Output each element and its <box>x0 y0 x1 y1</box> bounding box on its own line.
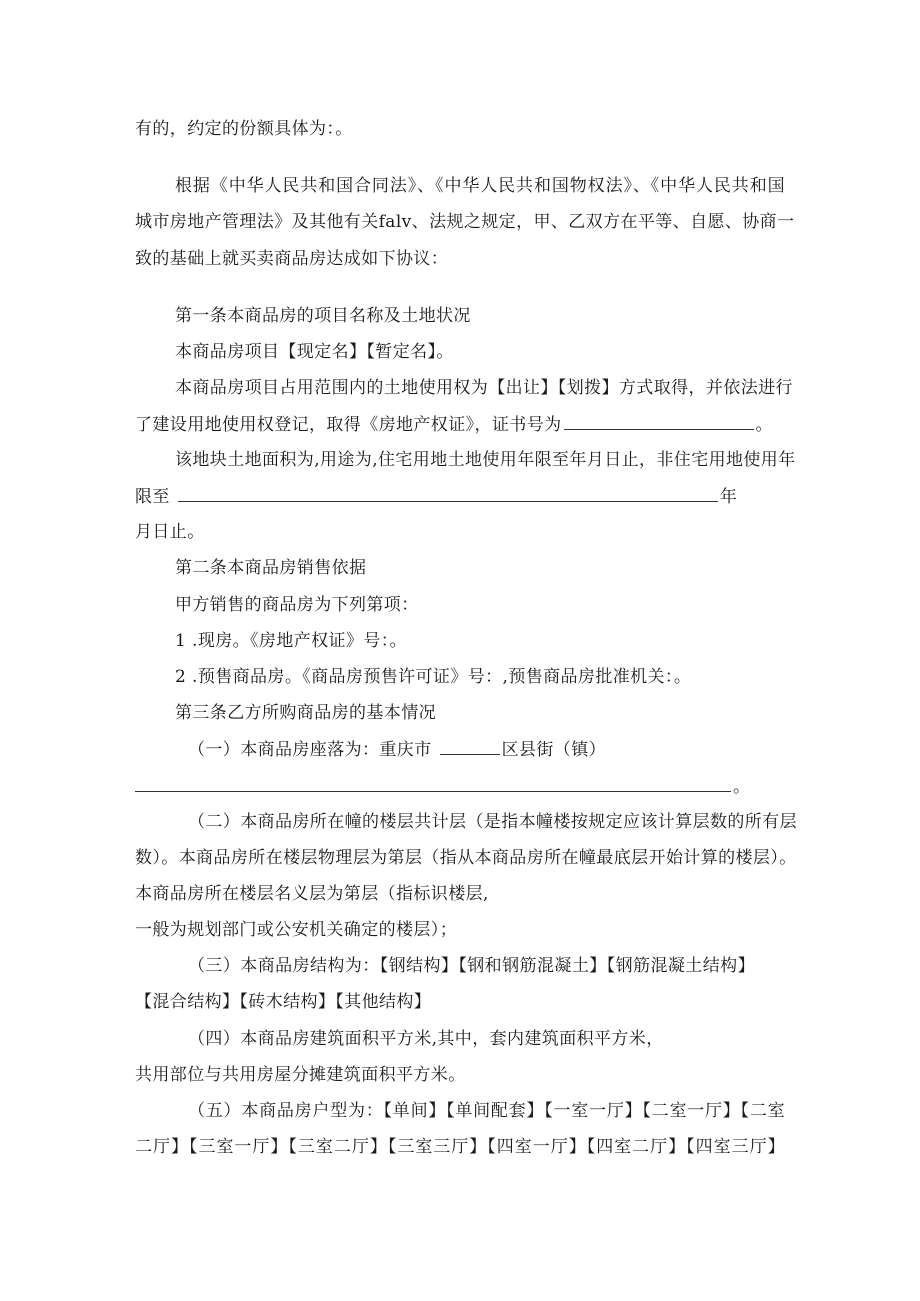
paragraph-line: 有的，约定的份额具体为：。 <box>135 119 353 139</box>
paragraph-line: （四）本商品房建筑面积平方米,其中，套内建筑面积平方米， <box>188 1029 664 1049</box>
paragraph-line: 【混合结构】【砖木结构】【其他结构】 <box>135 992 432 1012</box>
certificate-number-blank <box>564 413 754 430</box>
paragraph-line: 共用部位与共用房屋分摊建筑面积平方米。 <box>135 1065 466 1085</box>
list-item: 1 .现房。《房地产权证》号：。 <box>175 631 408 651</box>
paragraph-line: 数）。本商品房所在楼层物理层为第层（指从本商品房所在幢最底层开始计算的楼层）。 <box>135 848 797 868</box>
paragraph-line: （五）本商品房户型为：【单间】【单间配套】【一室一厅】【二室一厅】【二室 <box>188 1101 785 1121</box>
district-blank <box>440 738 500 755</box>
text-segment: 年 <box>719 487 738 507</box>
list-item: 2 .预售商品房。《商品房预售许可证》号：,预售商品房批准机关：。 <box>175 667 692 687</box>
article-heading: 第一条本商品房的项目名称及土地状况 <box>175 306 471 326</box>
text-segment: 限至 <box>135 487 170 507</box>
paragraph-line: 该地块土地面积为,用途为,住宅用地土地使用年限至年月日止，非住宅用地使用年 <box>175 450 796 470</box>
text-segment: 。 <box>733 777 751 797</box>
paragraph-line: 致的基础上就买卖商品房达成如下协议： <box>135 249 449 269</box>
paragraph-line: 本商品房项目【现定名】【暂定名】。 <box>175 342 454 362</box>
text-segment: 区县街（镇） <box>501 740 607 760</box>
article-heading: 第二条本商品房销售依据 <box>175 558 367 578</box>
paragraph-line <box>135 485 737 508</box>
text-segment: （一）本商品房座落为：重庆市 <box>188 740 432 760</box>
land-term-blank <box>178 485 718 502</box>
paragraph-line: 城市房地产管理法》及其他有关falv、法规之规定，甲、乙双方在平等、自愿、协商一 <box>135 212 795 232</box>
paragraph-line <box>188 738 606 761</box>
article-heading: 第三条乙方所购商品房的基本情况 <box>175 703 436 723</box>
paragraph-line: 甲方销售的商品房为下列第项： <box>175 595 419 615</box>
paragraph-line: 月日止。 <box>135 522 205 542</box>
text-segment: 了建设用地使用权登记，取得《房地产权证》，证书号为 <box>135 415 562 435</box>
address-blank <box>135 775 731 792</box>
text-segment: 。 <box>755 415 773 435</box>
paragraph-line <box>135 413 773 436</box>
paragraph-line: 本商品房所在楼层名义层为第层（指标识楼层, <box>135 884 489 904</box>
paragraph-line: （三）本商品房结构为：【钢结构】【钢和钢筋混凝土】【钢筋混凝土结构】 <box>188 956 755 976</box>
paragraph-line: 本商品房项目占用范围内的土地使用权为【出让】【划拨】方式取得，并依法进行 <box>175 378 793 398</box>
paragraph-line: 一般为规划部门或公安机关确定的楼层）； <box>135 920 458 940</box>
paragraph-line: 二厅】【三室一厅】【三室二厅】【三室三厅】【四室一厅】【四室二厅】【四室三厅】 <box>135 1137 785 1157</box>
paragraph-line: （二）本商品房所在幢的楼层共计层（是指本幢楼按规定应该计算层数的所有层 <box>188 812 797 832</box>
paragraph-line <box>135 775 750 798</box>
paragraph-line: 根据《中华人民共和国合同法》、《中华人民共和国物权法》、《中华人民共和国 <box>175 176 785 196</box>
